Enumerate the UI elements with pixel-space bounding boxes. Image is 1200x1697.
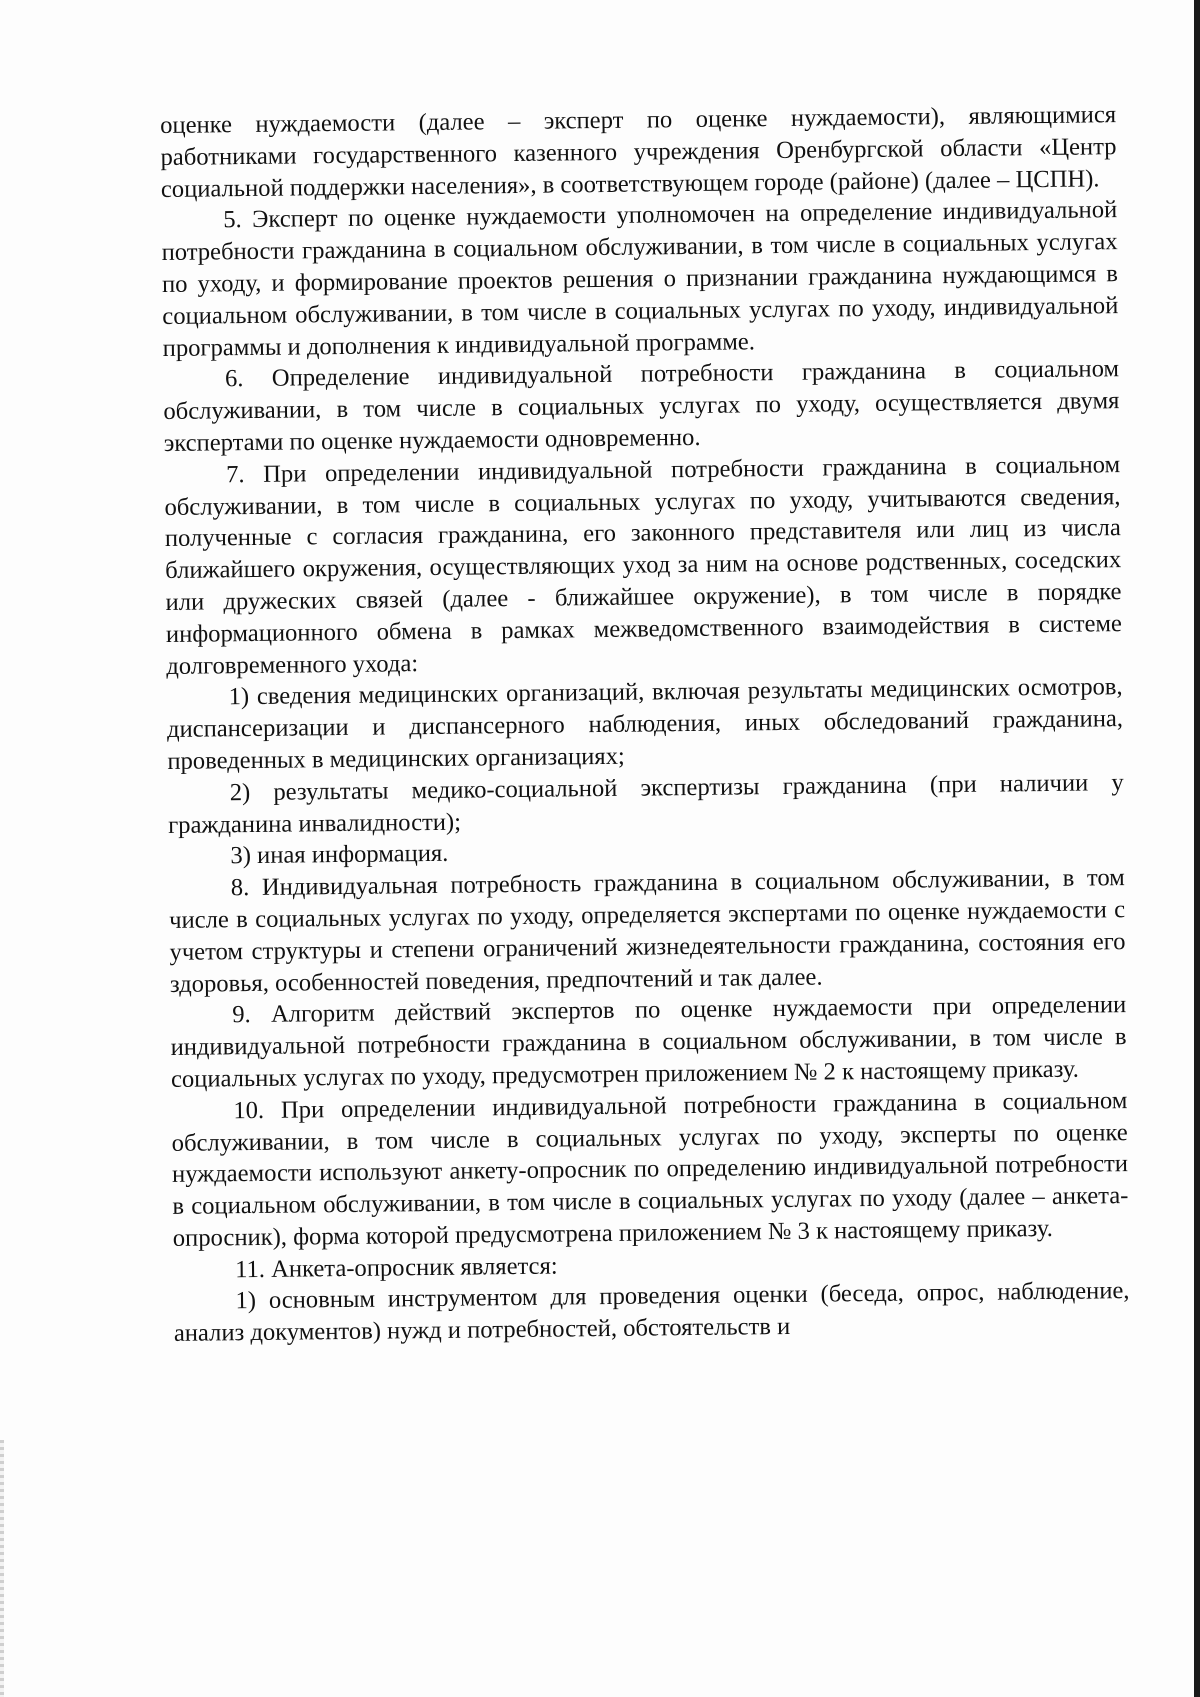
document-body: [160, 99, 1130, 1350]
subitem-7-3: 3) иная информация.: [230, 840, 449, 870]
paragraph-item-6: 6. Определение индивидуальной потребности гражданина в социальном обслуживании, в том числе в социальных услугах по уходу, осуществляется двумя экспертами по оценке нуждаемости одновременно.: [163, 355, 1120, 457]
subitem-7-2: 2) результаты медико-социальной экспертизы гражданина (при наличии у гражданина инвалидности);: [167, 768, 1124, 839]
subitem-11-1: 1) основным инструментом для проведения оценки (беседа, опрос, наблюдение, анализ документов) нужд и потребностей, обстоятельств и: [173, 1277, 1130, 1348]
subitem-7-1: 1) сведения медицинских организаций, включая результаты медицинских осмотров, диспансеризации и диспансерного наблюдения, иных обследований гражданина, проведенных в медицинских организациях;: [166, 673, 1124, 775]
paragraph-item-7: 7. При определении индивидуальной потребности гражданина в социальном обслуживании, в том числе в социальных услугах по уходу, учитываются сведения, полученные с согласия гражданина, его законного представителя или лиц из числа ближайшего окружения, осуществляющих уход за ним на основе родственных, соседских или дружеских связей (далее - ближайшее окружение), в том числе в порядке информационного обмена в рамках межведомственного взаимодействия в системе долговременного ухода:: [164, 450, 1123, 680]
paragraph-item-10: 10. При определении индивидуальной потребности гражданина в социальном обслуживании, в том числе в социальных услугах по уходу, эксперты по оценке нуждаемости используют анкету-опросник по определению индивидуальной потребности в социальном обслуживании, в том числе в социальных услугах по уходу (далее – анкета-опросник), форма которой предусмотрена приложением № 3 к настоящему приказу.: [171, 1086, 1129, 1252]
paragraph-continuation: оценке нуждаемости (далее – эксперт по оценке нуждаемости), являющимися работниками государственного казенного учреждения Оренбургской области «Центр социальной поддержки населения», в соответствующем городе (районе) (далее – ЦСПН).: [160, 101, 1117, 203]
scan-artifact: [0, 1440, 4, 1697]
paragraph-item-5: 5. Эксперт по оценке нуждаемости уполномочен на определение индивидуальной потребности гражданина в социальном обслуживании, в том числе в социальных услугах по уходу, и формирование проектов решения о признании гражданина нуждающимся в социальном обслуживании, в том числе в социальных услугах по уходу, индивидуальной программы и дополнения к индивидуальной программе.: [161, 196, 1119, 362]
paragraph-item-9: 9. Алгоритм действий экспертов по оценке нуждаемости при определении индивидуальной потребности гражданина в социальном обслуживании, в том числе в социальных услугах по уходу, предусмотрен приложением № 2 к настоящему приказу.: [170, 991, 1127, 1093]
paragraph-item-11: 11. Анкета-опросник является:: [235, 1252, 558, 1283]
scan-edge-shadow: [1194, 0, 1200, 1697]
paragraph-item-8: 8. Индивидуальная потребность гражданина в социальном обслуживании, в том числе в социальных услугах по уходу, определяется экспертами по оценке нуждаемости с учетом структуры и степени ограничений жизнедеятельности гражданина, состояния его здоровья, особенностей поведения, предпочтений и так далее.: [169, 864, 1126, 998]
